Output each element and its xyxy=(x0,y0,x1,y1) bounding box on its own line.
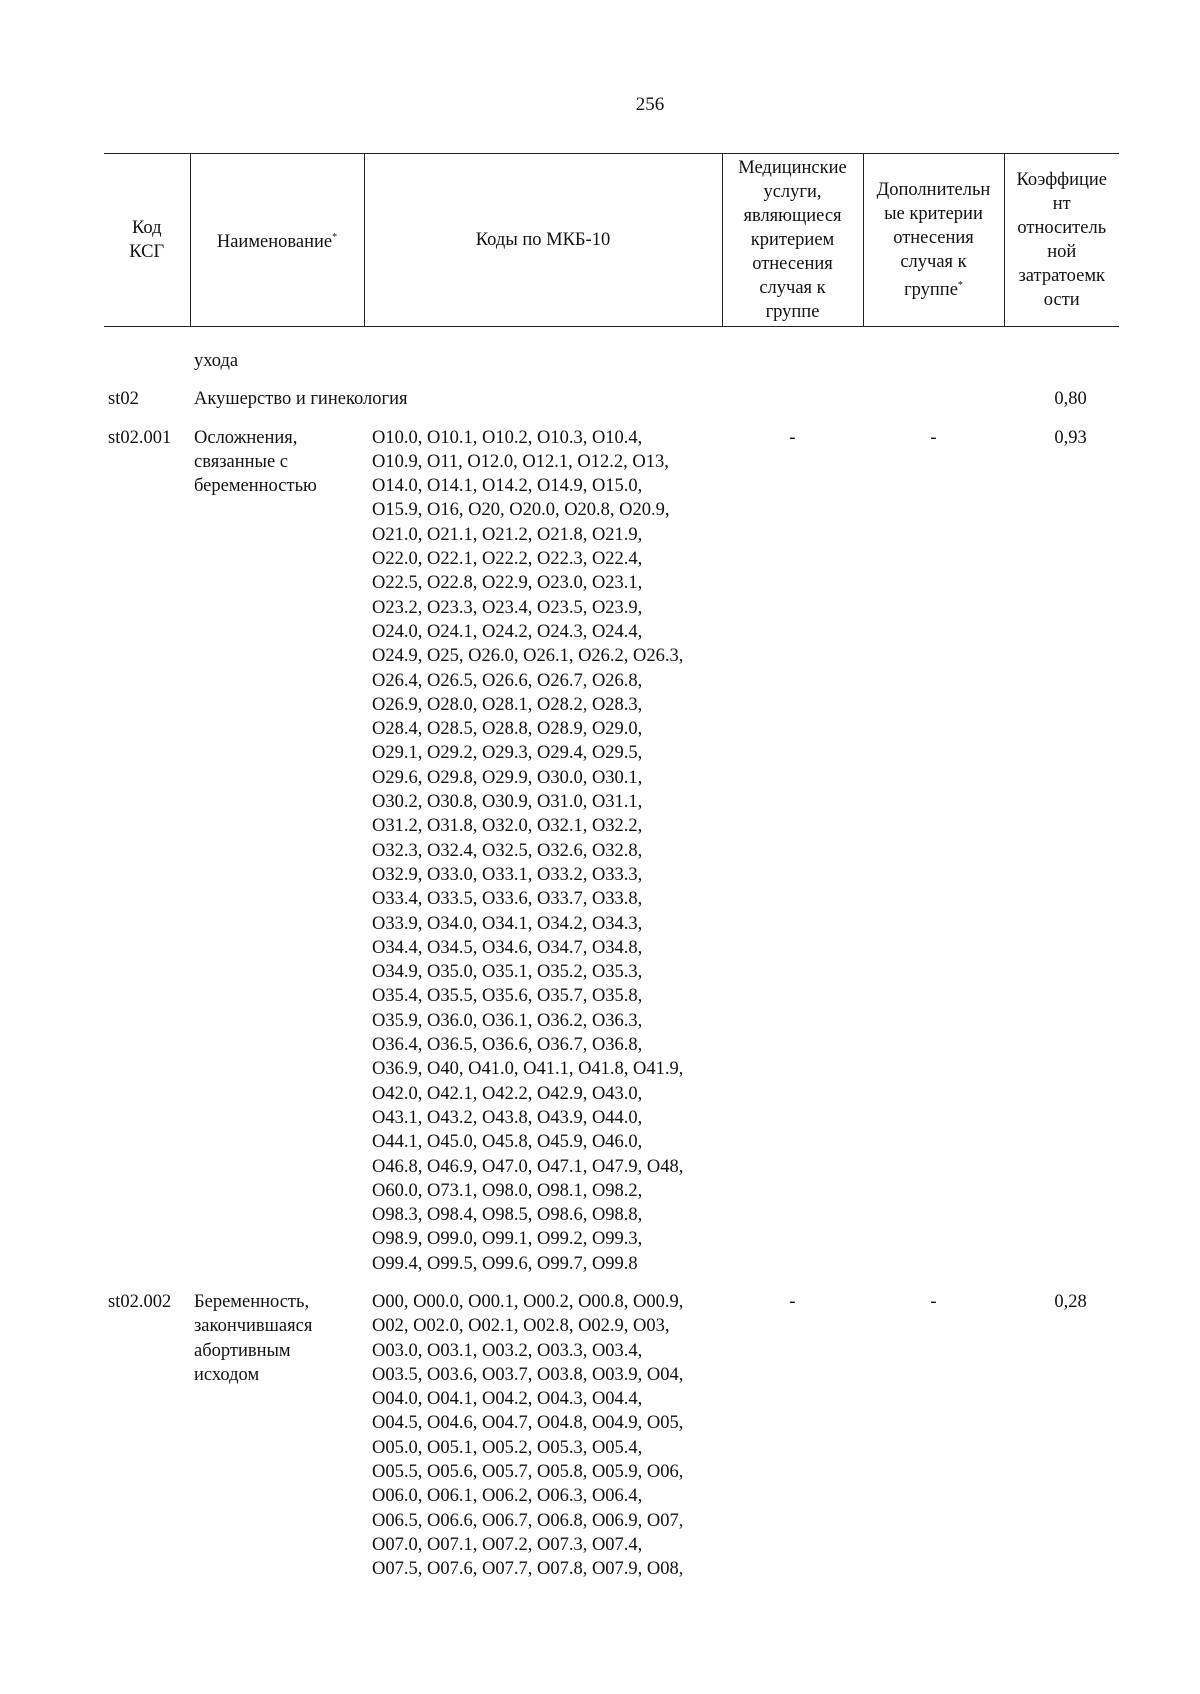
mkb-code-line: O24.0, O24.1, O24.2, O24.3, O24.4, xyxy=(372,621,643,642)
ksg-name-line: беременностью xyxy=(194,476,317,497)
header-coefficient xyxy=(1004,154,1119,327)
header-code: Код КСГ xyxy=(104,154,190,327)
mkb-code-line: O15.9, O16, O20, O20.0, O20.8, O20.9, xyxy=(372,500,670,521)
mkb-code-line: O22.0, O22.1, O22.2, O22.3, O22.4, xyxy=(372,549,643,570)
mkb-code-line: O29.6, O29.8, O29.9, O30.0, O30.1, xyxy=(372,767,643,788)
footnote-mark: * xyxy=(957,280,963,291)
mkb-code-line: O34.4, O34.5, O34.6, O34.7, O34.8, xyxy=(372,937,643,958)
header-line: критерием xyxy=(750,230,835,250)
spacer-row xyxy=(104,327,1119,350)
mkb-code-line: O98.9, O99.0, O99.1, O99.2, O99.3, xyxy=(372,1229,643,1250)
mkb-code-line: O00, O00.0, O00.1, O00.2, O00.8, O00.9, xyxy=(372,1291,684,1312)
coefficient-value: 0,93 xyxy=(1054,427,1087,448)
mkb-code-line: O21.0, O21.1, O21.2, O21.8, O21.9, xyxy=(372,524,643,545)
mkb-code-line: O98.3, O98.4, O98.5, O98.6, O98.8, xyxy=(372,1205,643,1226)
ksg-name xyxy=(190,412,364,1276)
mkb-code-line: O35.9, O36.0, O36.1, O36.2, O36.3, xyxy=(372,1010,643,1031)
mkb-code-line: O36.4, O36.5, O36.6, O36.7, O36.8, xyxy=(372,1035,643,1056)
mkb-code-line: O31.2, O31.8, O32.0, O32.1, O32.2, xyxy=(372,816,643,837)
ksg-code: st02.002 xyxy=(108,1291,172,1312)
mkb-code-line: O32.9, O33.0, O33.1, O33.2, O33.3, xyxy=(372,864,643,885)
section-row xyxy=(104,373,1119,411)
mkb-code-line: O35.4, O35.5, O35.6, O35.7, O35.8, xyxy=(372,986,643,1007)
mkb-codes xyxy=(364,412,722,1276)
additional-criteria-value: - xyxy=(930,427,937,448)
ksg-name-line: закончившаяся xyxy=(194,1316,313,1337)
mkb-code-line: O03.5, O03.6, O03.7, O03.8, O03.9, O04, xyxy=(372,1364,684,1385)
header-line: Коэффицие xyxy=(1016,170,1107,190)
header-line: группе xyxy=(765,302,820,322)
mkb-code-line: O10.0, O10.1, O10.2, O10.3, O10.4, xyxy=(372,427,643,448)
mkb-code-line: O03.0, O03.1, O03.2, O03.3, O03.4, xyxy=(372,1340,643,1361)
mkb-code-line: O36.9, O40, O41.0, O41.1, O41.8, O41.9, xyxy=(372,1059,684,1080)
coefficient-value: 0,28 xyxy=(1054,1291,1087,1312)
header-line: отнесения xyxy=(893,228,974,248)
additional-criteria-value: - xyxy=(930,1291,937,1312)
ksg-name-line: связанные с xyxy=(194,451,289,472)
header-line: группе* xyxy=(904,280,963,300)
mkb-code-line: O05.5, O05.6, O05.7, O05.8, O05.9, O06, xyxy=(372,1462,684,1483)
section-name: Акушерство и гинекология xyxy=(194,389,408,410)
header-medical-services xyxy=(722,154,863,327)
mkb-code-line: O10.9, O11, O12.0, O12.1, O12.2, O13, xyxy=(372,451,669,472)
mkb-code-line: O26.4, O26.5, O26.6, O26.7, O26.8, xyxy=(372,670,643,691)
mkb-code-line: O33.4, O33.5, O33.6, O33.7, O33.8, xyxy=(372,889,643,910)
header-additional-criteria xyxy=(863,154,1004,327)
header-line: Дополнительн xyxy=(876,180,991,200)
section-coefficient: 0,80 xyxy=(1054,389,1087,410)
mkb-code-line: O23.2, O23.3, O23.4, O23.5, O23.9, xyxy=(372,597,643,618)
ksg-name-line: исходом xyxy=(194,1364,260,1385)
mkb-code-line: O30.2, O30.8, O30.9, O31.0, O31.1, xyxy=(372,792,643,813)
mkb-code-line: O24.9, O25, O26.0, O26.1, O26.2, O26.3, xyxy=(372,646,684,667)
mkb-code-line: O99.4, O99.5, O99.6, O99.7, O99.8 xyxy=(372,1253,638,1274)
header-line: Медицинские xyxy=(738,158,847,178)
mkb-code-line: O06.0, O06.1, O06.2, O06.3, O06.4, xyxy=(372,1486,643,1507)
mkb-code-line: O33.9, O34.0, O34.1, O34.2, O34.3, xyxy=(372,913,643,934)
mkb-code-line: O22.5, O22.8, O22.9, O23.0, O23.1, xyxy=(372,573,643,594)
ksg-code: st02.001 xyxy=(108,427,172,448)
section-code: st02 xyxy=(108,389,139,410)
mkb-code-line: O02, O02.0, O02.1, O02.8, O02.9, O03, xyxy=(372,1316,670,1337)
header-name: Наименование* xyxy=(190,154,364,327)
header-line: случая к xyxy=(759,278,826,298)
header-line: ной xyxy=(1047,242,1077,262)
continuation-row xyxy=(104,349,1119,373)
mkb-code-line: O43.1, O43.2, O43.8, O43.9, O44.0, xyxy=(372,1107,643,1128)
mkb-code-line: O26.9, O28.0, O28.1, O28.2, O28.3, xyxy=(372,694,643,715)
header-line: являющиеся xyxy=(743,206,842,226)
ksg-name-line: абортивным xyxy=(194,1340,291,1361)
footnote-mark: * xyxy=(332,232,338,243)
mkb-code-line: O04.0, O04.1, O04.2, O04.3, O04.4, xyxy=(372,1389,643,1410)
mkb-code-line: O07.0, O07.1, O07.2, O07.3, O07.4, xyxy=(372,1534,643,1555)
mkb-code-line: O42.0, O42.1, O42.2, O42.9, O43.0, xyxy=(372,1083,643,1104)
medical-services-value: - xyxy=(789,427,796,448)
ksg-table xyxy=(104,153,1119,1582)
mkb-code-line: O28.4, O28.5, O28.8, O28.9, O29.0, xyxy=(372,719,643,740)
mkb-code-line: O34.9, O35.0, O35.1, O35.2, O35.3, xyxy=(372,962,643,983)
mkb-code-line: O29.1, O29.2, O29.3, O29.4, O29.5, xyxy=(372,743,643,764)
header-line: относитель xyxy=(1017,218,1107,238)
header-line: ости xyxy=(1043,290,1080,310)
table-row xyxy=(104,412,1119,1276)
continuation-text: ухода xyxy=(194,351,239,371)
mkb-codes xyxy=(364,1276,722,1582)
mkb-code-line: O32.3, O32.4, O32.5, O32.6, O32.8, xyxy=(372,840,643,861)
header-line: случая к xyxy=(900,252,967,272)
mkb-code-line: O06.5, O06.6, O06.7, O06.8, O06.9, O07, xyxy=(372,1510,684,1531)
table-row xyxy=(104,1276,1119,1582)
mkb-code-line: O60.0, O73.1, O98.0, O98.1, O98.2, xyxy=(372,1180,643,1201)
header-line: отнесения xyxy=(752,254,833,274)
header-line: нт xyxy=(1052,194,1071,214)
mkb-code-line: O04.5, O04.6, O04.7, O04.8, O04.9, O05, xyxy=(372,1413,684,1434)
ksg-name xyxy=(190,1276,364,1582)
header-line: затратоемк xyxy=(1018,266,1106,286)
header-line: ые критерии xyxy=(884,204,983,224)
table-header-row xyxy=(104,154,1119,327)
mkb-code-line: O07.5, O07.6, O07.7, O07.8, O07.9, O08, xyxy=(372,1559,684,1580)
ksg-name-line: Беременность, xyxy=(194,1291,310,1312)
mkb-code-line: O05.0, O05.1, O05.2, O05.3, O05.4, xyxy=(372,1437,643,1458)
ksg-name-line: Осложнения, xyxy=(194,427,298,448)
header-line: услуги, xyxy=(763,182,822,202)
mkb-code-line: O44.1, O45.0, O45.8, O45.9, O46.0, xyxy=(372,1132,643,1153)
page-number: 256 xyxy=(635,94,665,115)
header-mkb-codes: Коды по МКБ-10 xyxy=(364,154,722,327)
mkb-code-line: O46.8, O46.9, O47.0, O47.1, O47.9, O48, xyxy=(372,1156,684,1177)
medical-services-value: - xyxy=(789,1291,796,1312)
mkb-code-line: O14.0, O14.1, O14.2, O14.9, O15.0, xyxy=(372,476,643,497)
